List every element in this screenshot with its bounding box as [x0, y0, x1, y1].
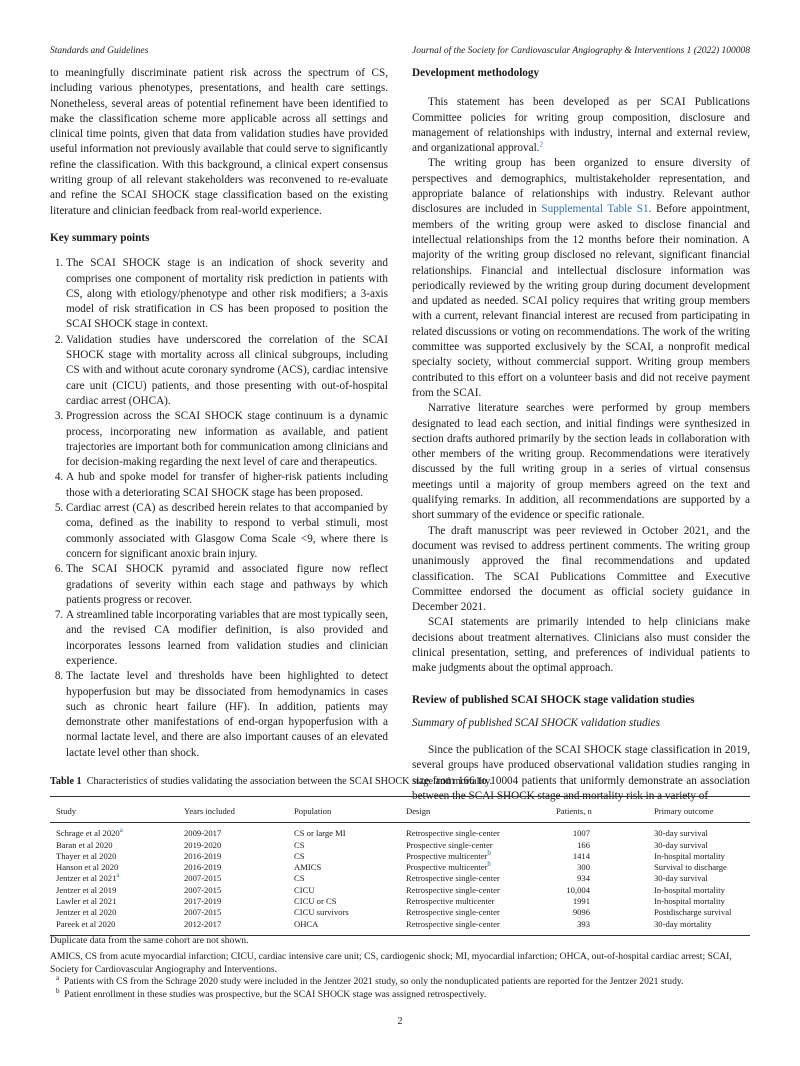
footnote-mark: b [56, 987, 60, 995]
population-cell [288, 896, 400, 907]
column-header: Population [294, 806, 332, 816]
years-cell-text: 2019-2020 [184, 839, 222, 850]
duplicate-note: Duplicate data from the same cohort are not shown. [50, 935, 249, 946]
key-point: 8. The lactate level and thresholds have been highlighted to detect hypoperfusion but may be dissociated from hemodynamics in cases such as chronic heart failure (HF). In addition, patients may demonstrate other manifestations of end-organ hypoperfusion with a normal lactate level, and there are also important causes of an elevated lactate level other than shock. [66, 669, 388, 761]
study-cell-text: Jentzer et al 2019 [56, 884, 117, 895]
paragraph-text: This statement has been developed as per SCAI Publications Committee policies for writing group composition, disclosure and management of relationships with industry, internal and external review, and organizational approval. [412, 96, 750, 155]
validation-studies-table [50, 796, 750, 936]
study-cell-text: Pareek et al 2020 [56, 918, 116, 929]
design-cell-text: Retrospective single-center [406, 907, 500, 918]
outcome-cell-text: Postdischarge survival [654, 907, 732, 918]
table-container [50, 796, 750, 936]
paragraph-text: The writing group has been organized to ensure diversity of perspectives and demographics, multistakeholder representation, and appropriate balance of relationships with industry. Relevant author disclosures are included in [412, 157, 750, 216]
body-paragraph [412, 95, 750, 156]
population-cell-text: CS [294, 850, 305, 861]
table-caption-text: Characteristics of studies validating the association between the SCAI SHOCK stage and mortality. [86, 776, 493, 787]
footnote [50, 989, 750, 1002]
table-row [50, 851, 750, 862]
population-cell [288, 840, 400, 851]
patients-cell [550, 873, 648, 884]
key-points-list [50, 256, 388, 761]
population-cell [288, 873, 400, 884]
patients-cell [550, 840, 648, 851]
outcome-cell-text: In-hospital mortality [654, 884, 725, 895]
table-row [50, 896, 750, 907]
key-point: 1. The SCAI SHOCK stage is an indication of shock severity and comprises one component of mortality risk prediction in patients with CS, along with etiology/phenotype and other risk modifiers; a 3-axis model of risk stratification in CS has been proposed to position the SCAI SHOCK stage in context. [66, 256, 388, 332]
years-cell [178, 896, 288, 907]
outcome-cell [648, 919, 750, 936]
body-paragraph: Narrative literature searches were performed by group members designated to lead each section, and initial findings were synthesized in section drafts authored primarily by the section leads in collaboration with other members of the writing group. Recommendations were iteratively discussed by the full writing group in a series of virtual consensus meetings until a majority of group members agreed on the text and qualifying remarks. In addition, all recommendations are supported by a short summary of the evidence or specific rationale. [412, 402, 750, 522]
patients-cell-text: 934 [577, 873, 590, 884]
body-paragraph: Since the publication of the SCAI SHOCK stage classification in 2019, several groups have produced observational validation studies ranging in size from 166 to 10004 patients that uniformly demonstrate an association between the SCAI SHOCK stage and mortality risk in a variety of [412, 744, 750, 803]
table-header-row [50, 797, 750, 823]
design-cell [400, 862, 550, 873]
outcome-cell-text: 30-day mortality [654, 918, 712, 929]
body-paragraph: SCAI statements are primarily intended to help clinicians make decisions about treatment alternatives. Clinicians also must consider the clinical presentation, setting, and preferences of individual patients to make judgments about the optimal approach. [412, 616, 750, 675]
population-cell [288, 919, 400, 936]
population-cell-text: CICU or CS [294, 896, 337, 907]
outcome-cell-text: Survival to discharge [654, 862, 727, 873]
patients-cell-text: 1414 [572, 850, 590, 861]
patients-cell-text: 1991 [572, 896, 590, 907]
key-point: 7. A streamlined table incorporating variables that are most typically seen, and the revised CA modifier definition, is also provided and incorporates lessons learned from validation studies and clinician experience. [66, 608, 388, 669]
years-cell-text: 2016-2019 [184, 850, 222, 861]
table-caption [50, 776, 750, 787]
key-summary-heading: Key summary points [50, 231, 150, 244]
table-row [50, 885, 750, 896]
footnote-link[interactable]: b [487, 849, 491, 858]
table-row [50, 862, 750, 873]
design-cell-text: Prospective multicenter [406, 862, 488, 873]
study-cell-text: Hanson et al 2020 [56, 862, 119, 873]
years-cell [178, 873, 288, 884]
review-heading: Review of published SCAI SHOCK stage validation studies [412, 693, 695, 706]
footnote-text: Patients with CS from the Schrage 2020 study were included in the Jentzer 2021 study, so only the nonduplicated patients are reported for the Jentzer 2021 study. [63, 976, 684, 988]
page-number: 2 [397, 1016, 403, 1027]
key-point: 6. The SCAI SHOCK pyramid and associated figure now reflect gradations of severity within each stage and pathways by which patients progress or recover. [66, 562, 388, 608]
key-point: 2. Validation studies have underscored the correlation of the SCAI SHOCK stage with mortality across all clinical subgroups, including CS with and without acute coronary syndrome (ACS), cardiac intensive care unit (CICU) patients, and those presenting with out-of-hospital cardiac arrest (OHCA). [66, 333, 388, 409]
column-header: Design [406, 806, 431, 816]
design-cell-text: Retrospective single-center [406, 884, 500, 895]
footnote-link[interactable]: a [119, 826, 123, 835]
study-cell-text: Baran et al 2020 [56, 839, 113, 850]
years-cell [178, 823, 288, 840]
population-cell-text: OHCA [294, 918, 319, 929]
abbreviations-note: AMICS, CS from acute myocardial infarction; CICU, cardiac intensive care unit; CS, cardiogenic shock; MI, myocardial infarction; OHCA, out-of-hospital cardiac arrest; SCAI, Society for Cardiovascular Angiography and Interventions. [50, 950, 732, 975]
design-cell-text: Retrospective single-center [406, 828, 500, 839]
population-cell [288, 862, 400, 873]
years-cell [178, 851, 288, 862]
footnote-text: Patient enrollment in these studies was prospective, but the SCAI SHOCK stage was assigned retrospectively. [64, 989, 487, 1001]
design-cell [400, 907, 550, 918]
outcome-cell-text: 30-day survival [654, 828, 708, 839]
design-cell-text: Prospective multicenter [406, 850, 488, 861]
study-cell [50, 896, 178, 907]
patients-cell-text: 9096 [572, 907, 590, 918]
reference-link[interactable]: 2 [539, 140, 543, 149]
years-cell [178, 885, 288, 896]
years-cell [178, 862, 288, 873]
right-column [412, 66, 750, 804]
population-cell-text: AMICS [294, 862, 322, 873]
column-header: Patients, n [556, 806, 592, 816]
study-cell [50, 919, 178, 936]
study-cell [50, 823, 178, 840]
study-cell-text: Lawler et al 2021 [56, 896, 117, 907]
column-header: Study [56, 806, 77, 816]
table-notes [50, 935, 750, 1002]
column-header: Years included [184, 806, 235, 816]
outcome-cell [648, 862, 750, 873]
years-cell-text: 2007-2015 [184, 873, 222, 884]
design-cell [400, 823, 550, 840]
patients-cell-text: 300 [577, 862, 590, 873]
running-header-right: Journal of the Society for Cardiovascular Angiography & Interventions 1 (2022) 100008 [411, 46, 750, 56]
patients-cell [550, 896, 648, 907]
patients-cell [550, 885, 648, 896]
column-header: Primary outcome [654, 806, 714, 816]
design-cell-text: Retrospective single-center [406, 873, 500, 884]
study-cell [50, 862, 178, 873]
key-point: 4. A hub and spoke model for transfer of higher-risk patients including those with a deteriorating SCAI SHOCK stage has been proposed. [66, 470, 388, 501]
outcome-cell-text: In-hospital mortality [654, 850, 725, 861]
population-cell [288, 907, 400, 918]
study-cell [50, 885, 178, 896]
body-paragraph [412, 156, 750, 401]
design-cell [400, 885, 550, 896]
patients-cell [550, 862, 648, 873]
outcome-cell-text: 30-day survival [654, 873, 708, 884]
key-point: 5. Cardiac arrest (CA) as described herein relates to that accompanied by coma, defined as the inability to respond to verbal stimuli, most commonly associated with Glasgow Coma Scale <9, where there is concern for significant anoxic brain injury. [66, 501, 388, 562]
left-column [50, 66, 388, 761]
patients-cell-text: 10,004 [566, 884, 590, 895]
years-cell [178, 907, 288, 918]
design-cell [400, 873, 550, 884]
study-cell-text: Thayer et al 2020 [56, 850, 117, 861]
design-cell-text: Retrospective single-center [406, 918, 500, 929]
outcome-cell [648, 873, 750, 884]
population-cell-text: CS [294, 839, 305, 850]
body-paragraph: The draft manuscript was peer reviewed in October 2021, and the document was revised to address pertinent comments. The writing group unanimously approved the final recommendations and updated classification. The SCAI Publications Committee and Executive Committee endorsed the document as official society guidance in December 2021. [412, 524, 750, 614]
design-cell [400, 896, 550, 907]
years-cell-text: 2016-2019 [184, 862, 222, 873]
design-cell [400, 840, 550, 851]
design-cell [400, 919, 550, 936]
years-cell [178, 919, 288, 936]
patients-cell [550, 919, 648, 936]
years-cell-text: 2007-2015 [184, 884, 222, 895]
patients-cell-text: 1007 [572, 828, 590, 839]
patients-cell [550, 851, 648, 862]
table-row [50, 907, 750, 918]
population-cell [288, 823, 400, 840]
study-cell [50, 851, 178, 862]
years-cell [178, 840, 288, 851]
footnote [50, 976, 750, 989]
table-row [50, 840, 750, 851]
study-cell [50, 907, 178, 918]
table-row [50, 873, 750, 884]
design-cell-text: Retrospective multicenter [406, 896, 495, 907]
design-cell-text: Prospective single-center [406, 839, 493, 850]
population-cell-text: CICU [294, 884, 315, 895]
outcome-cell [648, 907, 750, 918]
outcome-cell [648, 896, 750, 907]
population-cell-text: CICU survivors [294, 907, 349, 918]
key-point: 3. Progression across the SCAI SHOCK stage continuum is a dynamic process, incorporating new information as available, and patient trajectories are important both for communication among clinicians and for decision-making regarding the next level of care and therapeutics. [66, 409, 388, 470]
summary-subheading: Summary of published SCAI SHOCK validation studies [412, 716, 660, 729]
patients-cell [550, 907, 648, 918]
outcome-cell [648, 823, 750, 840]
population-cell-text: CS [294, 873, 305, 884]
patients-cell [550, 823, 648, 840]
population-cell [288, 851, 400, 862]
patients-cell-text: 393 [577, 918, 590, 929]
outcome-cell [648, 851, 750, 862]
footnote-mark: a [56, 974, 60, 983]
outcome-cell-text: In-hospital mortality [654, 896, 725, 907]
footnote-link[interactable]: a [116, 871, 120, 880]
development-methodology-heading: Development methodology [412, 67, 540, 79]
population-cell [288, 885, 400, 896]
study-cell [50, 873, 178, 884]
study-cell-text: Jentzer et al 2020 [56, 907, 117, 918]
outcome-cell [648, 885, 750, 896]
patients-cell-text: 166 [577, 839, 590, 850]
study-cell-text: Jentzer et al 2021 [56, 873, 117, 884]
table-row [50, 919, 750, 936]
study-cell-text: Schrage et al 2020 [56, 828, 120, 839]
supplemental-table-link[interactable]: Supplemental Table S1 [541, 203, 649, 216]
table-label: Table 1 [50, 776, 82, 787]
years-cell-text: 2017-2019 [184, 896, 222, 907]
design-cell [400, 851, 550, 862]
population-cell-text: CS or large MI [294, 828, 346, 839]
outcome-cell [648, 840, 750, 851]
outcome-cell-text: 30-day survival [654, 839, 708, 850]
years-cell-text: 2007-2015 [184, 907, 222, 918]
intro-paragraph: to meaningfully discriminate patient risk across the spectrum of CS, including various phenotypes, presentations, and health care settings. Nonetheless, several areas of potential refinement have been identified to make the classification scheme more applicable across all settings and clinical time points, given that data from validation studies have provided useful information not previously available that could serve to significantly refine the classification. With this background, a clinical expert consensus writing group of all relevant stakeholders was reconvened to re-evaluate and refine the SCAI SHOCK stage classification based on the existing literature and clinician feedback from real-world experience. [50, 67, 388, 217]
study-cell [50, 840, 178, 851]
years-cell-text: 2012-2017 [184, 918, 222, 929]
years-cell-text: 2009-2017 [184, 828, 222, 839]
table-row [50, 823, 750, 840]
footnote-link[interactable]: b [487, 860, 491, 869]
paragraph-text: . Before appointment, members of the writing group were asked to disclose financial and intellectual relationships from the 12 months before their nomination. A majority of the writing group disclosed no relevant, significant financial relationships. Financial and intellectual disclosure information was periodically reviewed by the writing group during document development and updated as needed. SCAI policy requires that writing group members with a current, relevant financial interest are recused from participating in related discussions or voting on recommendations. The work of the writing committee was supported exclusively by the SCAI, a nonprofit medical specialty society, without commercial support. Writing group members contributed to this effort on a volunteer basis and did not receive payment from the SCAI. [412, 203, 750, 399]
running-header-left: Standards and Guidelines [50, 46, 149, 56]
